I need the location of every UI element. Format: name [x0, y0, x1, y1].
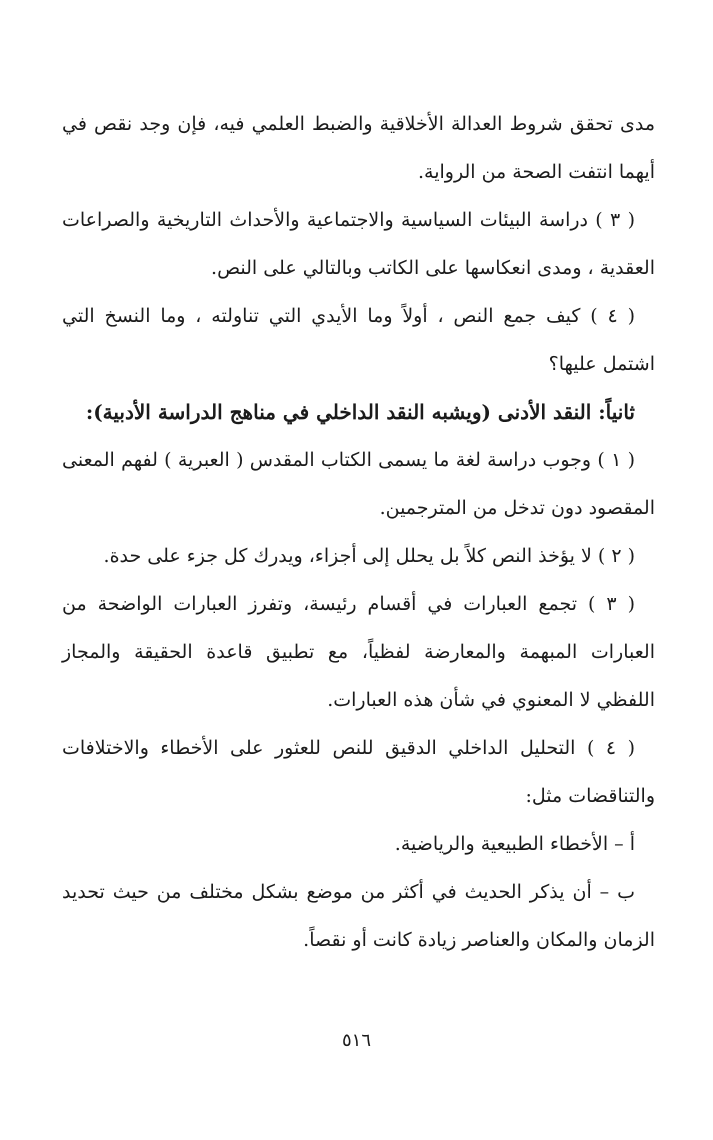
list-item: ( ٤ ) التحليل الداخلي الدقيق للنص للعثور على الأخطاء والاختلافات والتناقضات مثل:: [62, 737, 655, 807]
paragraph-point-3: ( ٣ ) دراسة البيئات السياسية والاجتماعية والأحداث التاريخية والصراعات العقدية ، ومدى انعكاسها على الكاتب وبالتالي على النص.: [62, 209, 655, 279]
page-number: ٥١٦: [341, 1030, 371, 1051]
list-subitem: أ – الأخطاء الطبيعية والرياضية.: [394, 833, 635, 855]
list-subitem: ب – أن يذكر الحديث في أكثر من موضع بشكل مختلف من حيث تحديد الزمان والمكان والعناصر زيادة كانت أو نقصاً.: [62, 881, 655, 951]
list-item: ( ١ ) وجوب دراسة لغة ما يسمى الكتاب المقدس ( العبرية ) لفهم المعنى المقصود دون تدخل من المترجمين.: [62, 449, 655, 519]
paragraph-continuation: مدى تحقق شروط العدالة الأخلاقية والضبط العلمي فيه، فإن وجد نقص في أيهما انتفت الصحة من الرواية.: [62, 113, 655, 183]
section-heading: ثانياً: النقد الأدنى (ويشبه النقد الداخلي في مناهج الدراسة الأدبية):: [85, 400, 635, 424]
list-item: ( ٢ ) لا يؤخذ النص كلاً بل يحلل إلى أجزاء، ويدرك كل جزء على حدة.: [103, 545, 635, 567]
paragraph-point-4: ( ٤ ) كيف جمع النص ، أولاً وما الأيدي التي تناولته ، وما النسخ التي اشتمل عليها؟: [62, 305, 655, 375]
list-item: ( ٣ ) تجمع العبارات في أقسام رئيسة، وتفرز العبارات الواضحة من العبارات المبهمة والمعارضة لفظياً، مع تطبيق قاعدة الحقيقة والمجاز اللفظي لا المعنوي في شأن هذه العبارات.: [62, 593, 655, 711]
